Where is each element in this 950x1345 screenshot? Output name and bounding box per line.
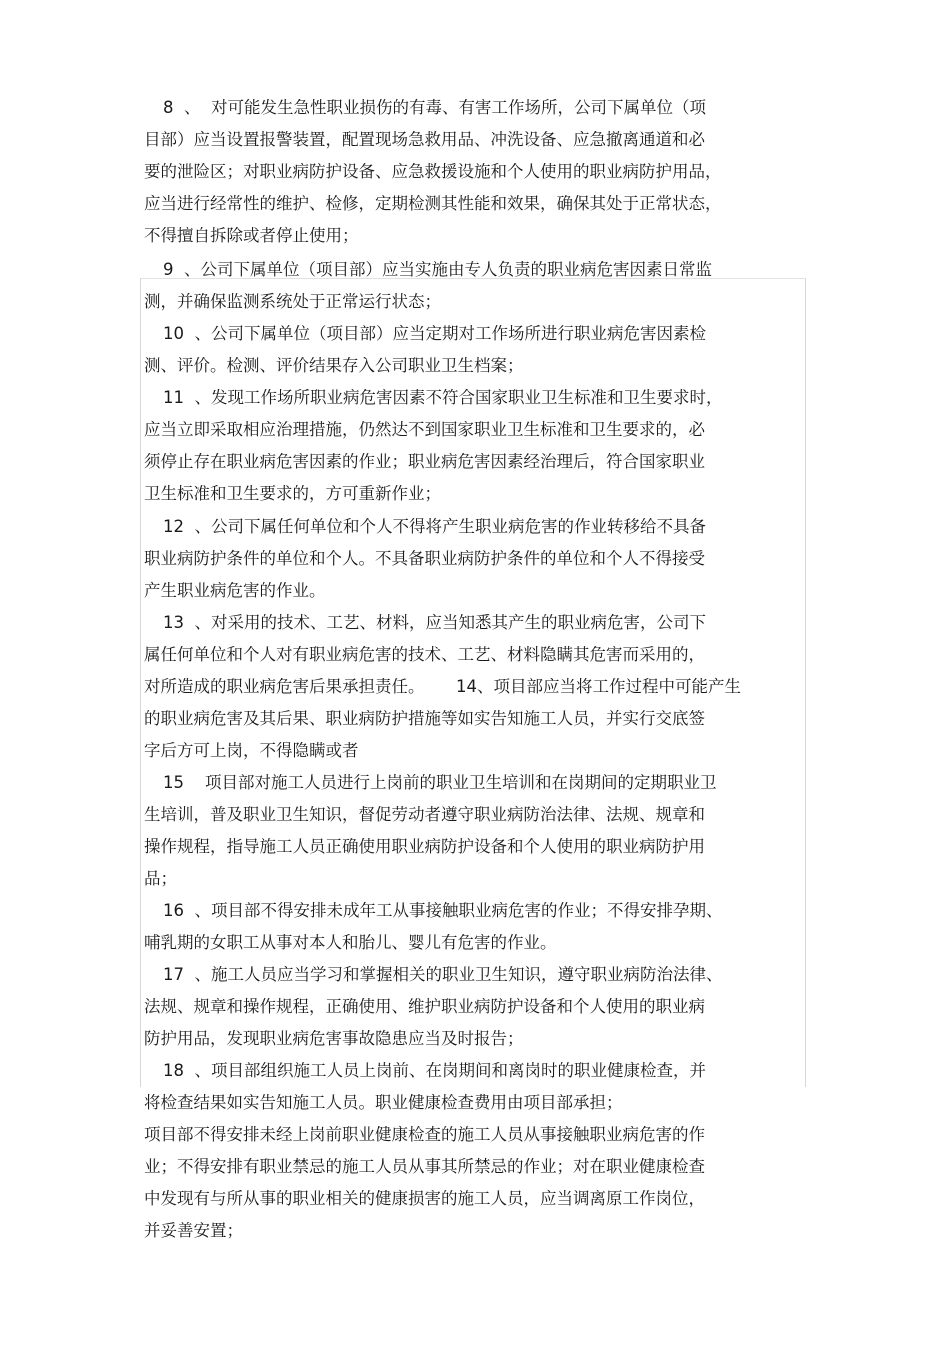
text-line: 11 、发现工作场所职业病危害因素不符合国家职业卫生标准和卫生要求时，: [163, 388, 723, 407]
text-line: 13 、对采用的技术、工艺、材料，应当知悉其产生的职业病危害，公司下: [163, 613, 706, 632]
text-line: 17 、施工人员应当学习和掌握相关的职业卫生知识，遵守职业病防治法律、: [163, 965, 723, 984]
text-line: 属任何单位和个人对有职业病危害的技术、工艺、材料隐瞒其危害而采用的，: [144, 645, 705, 664]
text-line: 目部）应当设置报警装置，配置现场急救用品、冲洗设备、应急撤离通道和必: [144, 130, 705, 149]
text-line: 测，并确保监测系统处于正常运行状态；: [144, 292, 441, 311]
text-line: 应当进行经常性的维护、检修，定期检测其性能和效果，确保其处于正常状态，: [144, 194, 722, 213]
text-line: 9 、公司下属单位（项目部）应当实施由专人负责的职业病危害因素日常监: [163, 260, 712, 279]
text-line: 防护用品，发现职业病危害事故隐患应当及时报告；: [144, 1029, 524, 1048]
text-line: 品；: [144, 869, 177, 888]
text-line: 业；不得安排有职业禁忌的施工人员从事其所禁忌的作业；对在职业健康检查: [144, 1157, 705, 1176]
text-line: 将检查结果如实告知施工人员。职业健康检查费用由项目部承担；: [144, 1093, 623, 1112]
text-line: 15 项目部对施工人员进行上岗前的职业卫生培训和在岗期间的定期职业卫: [163, 773, 717, 792]
text-line: 应当立即采取相应治理措施，仍然达不到国家职业卫生标准和卫生要求的，必: [144, 420, 705, 439]
text-line: 12 、公司下属任何单位和个人不得将产生职业病危害的作业转移给不具备: [163, 517, 706, 536]
text-line: 10 、公司下属单位（项目部）应当定期对工作场所进行职业病危害因素检: [163, 324, 706, 343]
text-line: 16 、项目部不得安排未成年工从事接触职业病危害的作业；不得安排孕期、: [163, 901, 723, 920]
text-line: 的职业病危害及其后果、职业病防护措施等如实告知施工人员，并实行交底签: [144, 709, 705, 728]
text-line: 法规、规章和操作规程，正确使用、维护职业病防护设备和个人使用的职业病: [144, 997, 705, 1016]
text-line: 并妥善安置；: [144, 1221, 243, 1240]
text-line: 18 、项目部组织施工人员上岗前、在岗期间和离岗时的职业健康检查，并: [163, 1061, 706, 1080]
text-line: 不得擅自拆除或者停止使用；: [144, 226, 359, 245]
text-line: 生培训，普及职业卫生知识，督促劳动者遵守职业病防治法律、法规、规章和: [144, 805, 705, 824]
text-line: 须停止存在职业病危害因素的作业；职业病危害因素经治理后，符合国家职业: [144, 452, 705, 471]
text-line: 卫生标准和卫生要求的，方可重新作业；: [144, 484, 441, 503]
text-line: 哺乳期的女职工从事对本人和胎儿、婴儿有危害的作业。: [144, 933, 557, 952]
text-line: 字后方可上岗，不得隐瞒或者: [144, 741, 359, 760]
text-line: 对所造成的职业病危害后果承担责任。 14、项目部应当将工作过程中可能产生: [144, 677, 741, 696]
text-line: 产生职业病危害的作业。: [144, 581, 326, 600]
text-line: 职业病防护条件的单位和个人。不具备职业病防护条件的单位和个人不得接受: [144, 549, 705, 568]
text-line: 8 、 对可能发生急性职业损伤的有毒、有害工作场所，公司下属单位（项: [163, 98, 706, 117]
text-line: 项目部不得安排未经上岗前职业健康检查的施工人员从事接触职业病危害的作: [144, 1125, 705, 1144]
text-line: 测、评价。检测、评价结果存入公司职业卫生档案；: [144, 356, 524, 375]
text-line: 要的泄险区；对职业病防护设备、应急救援设施和个人使用的职业病防护用品，: [144, 162, 722, 181]
text-line: 操作规程，指导施工人员正确使用职业病防护设备和个人使用的职业病防护用: [144, 837, 705, 856]
text-line: 中发现有与所从事的职业相关的健康损害的施工人员，应当调离原工作岗位，: [144, 1189, 705, 1208]
